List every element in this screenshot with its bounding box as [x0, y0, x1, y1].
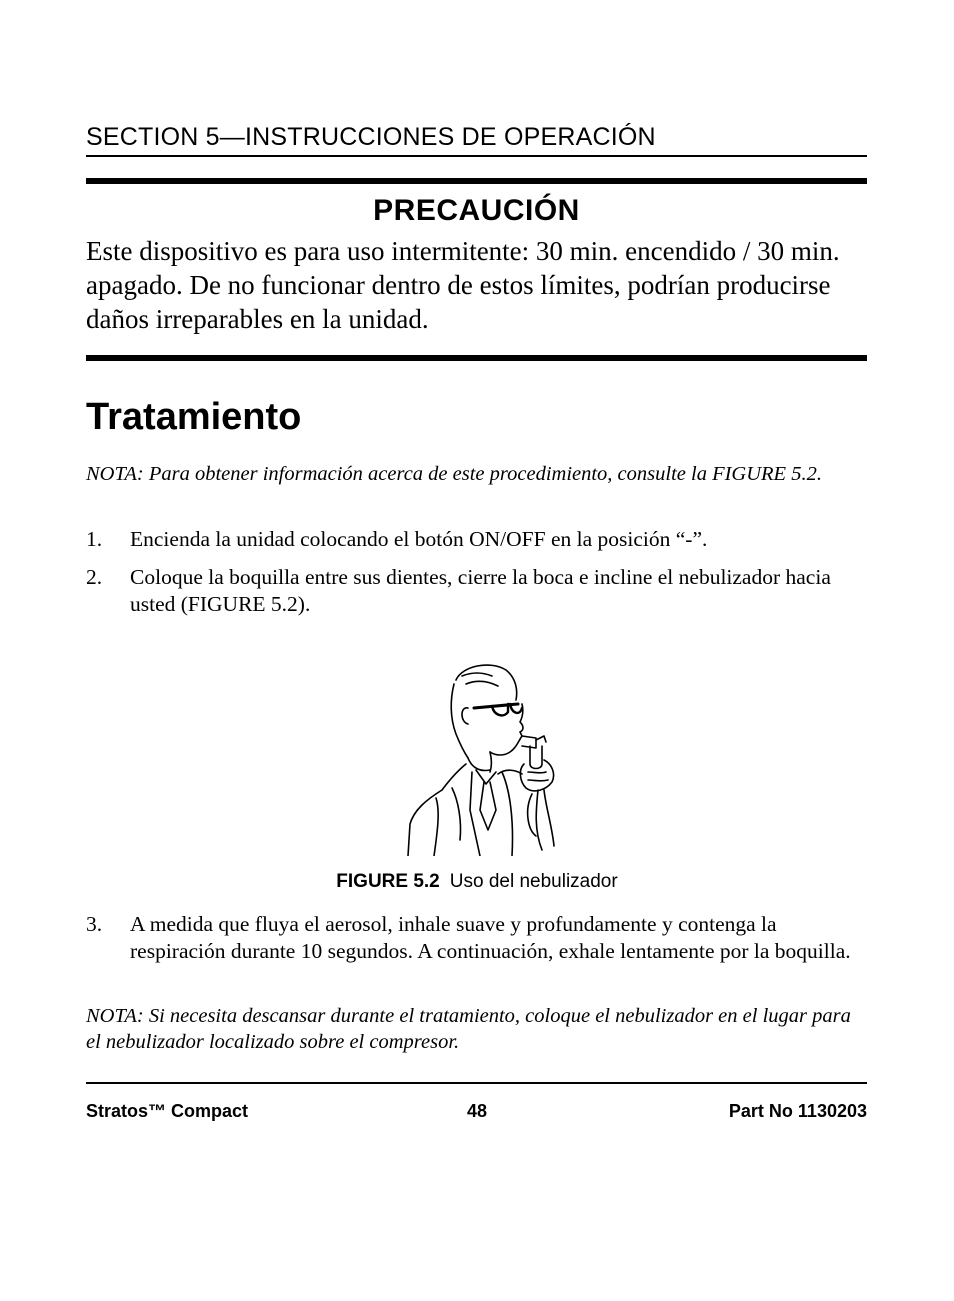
caution-title: PRECAUCIÓN [373, 194, 580, 227]
step-text: Coloque la boquilla entre sus dientes, cierre la boca e incline el nebulizador hacia usted (FIGURE 5.2). [130, 565, 831, 616]
step-item-2 [86, 564, 867, 618]
step-number: 1. [86, 527, 103, 551]
page-title: Tratamiento [86, 396, 302, 438]
nebulizer-user-illustration [406, 660, 560, 856]
note-rest: NOTA: Si necesita descansar durante el tratamiento, coloque el nebulizador en el lugar para el nebulizador localizado sobre el compresor. [86, 1005, 851, 1053]
caution-bottom-rule [86, 355, 867, 361]
footer-page-number: 48 [466, 1101, 488, 1121]
note-procedure: NOTA: Para obtener información acerca de este procedimiento, consulte la FIGURE 5.2. [86, 463, 822, 485]
footer-product: Stratos™ Compact [86, 1101, 249, 1121]
header-rule [86, 155, 867, 157]
step-item-1 [86, 526, 867, 553]
footer-part-number: Part No 1130203 [728, 1101, 867, 1121]
figure-caption-text: Uso del nebulizador [449, 871, 618, 892]
step-number: 3. [86, 912, 103, 936]
step-number: 2. [86, 565, 103, 589]
footer-rule [86, 1082, 867, 1084]
step-text: Encienda la unidad colocando el botón ON/OFF en la posición “-”. [130, 527, 708, 551]
step-text: A medida que fluya el aerosol, inhale suave y profundamente y contenga la respiración durante 10 segundos. A continuación, exhale lentamente por la boquilla. [130, 912, 851, 963]
section-header: SECTION 5—INSTRUCCIONES DE OPERACIÓN [86, 123, 656, 151]
step-item-3 [86, 911, 867, 965]
caution-body: Este dispositivo es para uso intermitente: 30 min. encendido / 30 min. apagado. De no funcionar dentro de estos límites, podrían producirse daños irreparables en la unidad. [86, 236, 840, 334]
figure-caption [0, 871, 954, 893]
caution-top-rule [86, 178, 867, 184]
figure-label: FIGURE 5.2 [336, 871, 440, 892]
